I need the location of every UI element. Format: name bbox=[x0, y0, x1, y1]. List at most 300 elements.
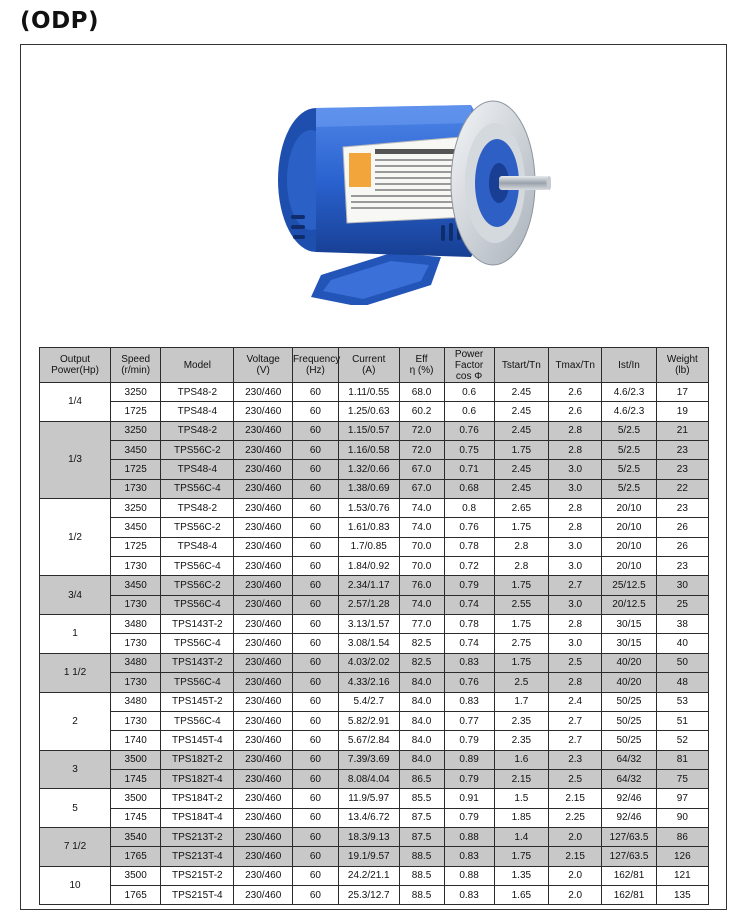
output-power-cell: 5 bbox=[40, 789, 111, 828]
table-cell: 2.65 bbox=[494, 499, 548, 518]
output-power-cell: 10 bbox=[40, 866, 111, 905]
table-row bbox=[40, 827, 709, 846]
table-cell: 84.0 bbox=[399, 750, 444, 769]
table-cell: 76.0 bbox=[399, 576, 444, 595]
table-cell: 2.35 bbox=[494, 711, 548, 730]
table-cell: 20/12.5 bbox=[602, 595, 656, 614]
table-cell: TPS56C-2 bbox=[161, 518, 234, 537]
table-cell: 19.1/9.57 bbox=[338, 847, 399, 866]
table-cell: 3540 bbox=[111, 827, 161, 846]
table-cell: 3.0 bbox=[549, 634, 602, 653]
table-cell: 5/2.5 bbox=[602, 441, 656, 460]
table-cell: 0.6 bbox=[444, 402, 494, 421]
table-cell: TPS184T-2 bbox=[161, 789, 234, 808]
table-cell: 2.34/1.17 bbox=[338, 576, 399, 595]
table-cell: 7.39/3.69 bbox=[338, 750, 399, 769]
table-body bbox=[40, 383, 709, 905]
table-cell: 0.74 bbox=[444, 634, 494, 653]
table-row bbox=[40, 557, 709, 576]
header-power-factor: Power Factor cos Φ bbox=[444, 348, 494, 383]
table-cell: 1765 bbox=[111, 885, 161, 904]
table-cell: TPS56C-4 bbox=[161, 634, 234, 653]
table-row bbox=[40, 731, 709, 750]
table-cell: 74.0 bbox=[399, 595, 444, 614]
table-cell: 38 bbox=[656, 615, 708, 634]
table-cell: TPS48-4 bbox=[161, 537, 234, 556]
table-cell: 86.5 bbox=[399, 769, 444, 788]
table-cell: 3500 bbox=[111, 750, 161, 769]
table-cell: 230/460 bbox=[234, 518, 293, 537]
table-cell: TPS213T-4 bbox=[161, 847, 234, 866]
table-cell: 87.5 bbox=[399, 827, 444, 846]
table-cell: 1.85 bbox=[494, 808, 548, 827]
table-cell: 2.6 bbox=[549, 402, 602, 421]
table-cell: 0.83 bbox=[444, 885, 494, 904]
table-cell: 84.0 bbox=[399, 673, 444, 692]
table-cell: 3450 bbox=[111, 576, 161, 595]
table-cell: 0.79 bbox=[444, 576, 494, 595]
table-cell: 60 bbox=[292, 421, 338, 440]
table-cell: 162/81 bbox=[602, 866, 656, 885]
table-cell: 74.0 bbox=[399, 499, 444, 518]
table-cell: 60 bbox=[292, 769, 338, 788]
table-cell: 88.5 bbox=[399, 866, 444, 885]
table-cell: 2.45 bbox=[494, 383, 548, 402]
table-cell: 25.3/12.7 bbox=[338, 885, 399, 904]
table-cell: 60 bbox=[292, 673, 338, 692]
output-power-cell: 1 bbox=[40, 615, 111, 654]
table-cell: 230/460 bbox=[234, 441, 293, 460]
table-cell: 60 bbox=[292, 711, 338, 730]
table-cell: 1.7 bbox=[494, 692, 548, 711]
table-cell: 2.45 bbox=[494, 421, 548, 440]
table-header-row bbox=[40, 348, 709, 383]
table-cell: 1.75 bbox=[494, 576, 548, 595]
table-cell: 4.03/2.02 bbox=[338, 653, 399, 672]
table-cell: TPS184T-4 bbox=[161, 808, 234, 827]
table-cell: 2.55 bbox=[494, 595, 548, 614]
output-power-cell: 1 1/2 bbox=[40, 653, 111, 692]
table-cell: 2.15 bbox=[549, 847, 602, 866]
table-cell: TPS56C-4 bbox=[161, 673, 234, 692]
table-cell: 64/32 bbox=[602, 750, 656, 769]
table-cell: 60 bbox=[292, 731, 338, 750]
output-power-cell: 1/4 bbox=[40, 383, 111, 422]
table-cell: 0.79 bbox=[444, 769, 494, 788]
table-cell: 230/460 bbox=[234, 383, 293, 402]
table-cell: 2.7 bbox=[549, 576, 602, 595]
table-cell: 52 bbox=[656, 731, 708, 750]
table-cell: 230/460 bbox=[234, 847, 293, 866]
table-cell: 60 bbox=[292, 866, 338, 885]
table-cell: TPS215T-4 bbox=[161, 885, 234, 904]
table-cell: 3500 bbox=[111, 789, 161, 808]
table-cell: 3.0 bbox=[549, 537, 602, 556]
table-row bbox=[40, 576, 709, 595]
table-cell: 53 bbox=[656, 692, 708, 711]
table-cell: 72.0 bbox=[399, 441, 444, 460]
table-cell: 68.0 bbox=[399, 383, 444, 402]
table-cell: 2.57/1.28 bbox=[338, 595, 399, 614]
table-row bbox=[40, 885, 709, 904]
table-cell: 84.0 bbox=[399, 711, 444, 730]
table-cell: 162/81 bbox=[602, 885, 656, 904]
table-cell: TPS182T-2 bbox=[161, 750, 234, 769]
output-power-cell: 7 1/2 bbox=[40, 827, 111, 866]
table-cell: 20/10 bbox=[602, 557, 656, 576]
table-cell: 2.8 bbox=[549, 499, 602, 518]
table-cell: 50/25 bbox=[602, 692, 656, 711]
table-cell: 2.8 bbox=[549, 615, 602, 634]
table-cell: 0.91 bbox=[444, 789, 494, 808]
table-row bbox=[40, 808, 709, 827]
table-cell: 1725 bbox=[111, 460, 161, 479]
table-cell: 84.0 bbox=[399, 692, 444, 711]
table-cell: TPS145T-2 bbox=[161, 692, 234, 711]
table-cell: 2.8 bbox=[494, 537, 548, 556]
table-cell: 2.15 bbox=[549, 789, 602, 808]
table-cell: 1.7/0.85 bbox=[338, 537, 399, 556]
table-cell: 2.35 bbox=[494, 731, 548, 750]
table-row bbox=[40, 769, 709, 788]
table-cell: 2.45 bbox=[494, 460, 548, 479]
table-cell: 1.75 bbox=[494, 847, 548, 866]
table-cell: 5/2.5 bbox=[602, 421, 656, 440]
table-cell: 2.45 bbox=[494, 402, 548, 421]
table-cell: 48 bbox=[656, 673, 708, 692]
table-cell: 82.5 bbox=[399, 653, 444, 672]
header-tmax: Tmax/Tn bbox=[549, 348, 602, 383]
table-cell: 75 bbox=[656, 769, 708, 788]
table-cell: 126 bbox=[656, 847, 708, 866]
table-cell: 3.0 bbox=[549, 557, 602, 576]
table-cell: 26 bbox=[656, 537, 708, 556]
table-cell: 3500 bbox=[111, 866, 161, 885]
table-cell: 40/20 bbox=[602, 653, 656, 672]
table-cell: 3.0 bbox=[549, 595, 602, 614]
table-cell: 60 bbox=[292, 885, 338, 904]
table-cell: 3450 bbox=[111, 441, 161, 460]
table-cell: 2.0 bbox=[549, 866, 602, 885]
table-cell: 1740 bbox=[111, 731, 161, 750]
table-cell: 2.8 bbox=[549, 441, 602, 460]
table-row bbox=[40, 383, 709, 402]
table-cell: 0.74 bbox=[444, 595, 494, 614]
motor-product-image bbox=[271, 75, 551, 305]
table-cell: 1.84/0.92 bbox=[338, 557, 399, 576]
table-cell: 88.5 bbox=[399, 885, 444, 904]
table-cell: TPS56C-4 bbox=[161, 557, 234, 576]
table-cell: 1.75 bbox=[494, 615, 548, 634]
output-power-cell: 1/3 bbox=[40, 421, 111, 498]
table-cell: 30/15 bbox=[602, 634, 656, 653]
motor-spec-table bbox=[39, 347, 709, 905]
table-cell: 60 bbox=[292, 789, 338, 808]
table-cell: 60 bbox=[292, 383, 338, 402]
table-cell: 0.79 bbox=[444, 808, 494, 827]
table-cell: 230/460 bbox=[234, 885, 293, 904]
table-cell: 60 bbox=[292, 518, 338, 537]
output-power-cell: 2 bbox=[40, 692, 111, 750]
table-cell: 87.5 bbox=[399, 808, 444, 827]
table-cell: 1745 bbox=[111, 769, 161, 788]
output-power-cell: 3/4 bbox=[40, 576, 111, 615]
table-cell: 25/12.5 bbox=[602, 576, 656, 595]
table-cell: 230/460 bbox=[234, 402, 293, 421]
table-cell: 50/25 bbox=[602, 731, 656, 750]
table-row bbox=[40, 499, 709, 518]
table-cell: 60 bbox=[292, 595, 338, 614]
table-cell: 23 bbox=[656, 441, 708, 460]
table-cell: 0.83 bbox=[444, 653, 494, 672]
table-cell: 92/46 bbox=[602, 808, 656, 827]
table-cell: 17 bbox=[656, 383, 708, 402]
table-cell: 1745 bbox=[111, 808, 161, 827]
table-cell: 0.72 bbox=[444, 557, 494, 576]
table-cell: 230/460 bbox=[234, 537, 293, 556]
table-cell: 0.76 bbox=[444, 518, 494, 537]
table-cell: 1725 bbox=[111, 402, 161, 421]
table-cell: 4.33/2.16 bbox=[338, 673, 399, 692]
table-cell: 2.5 bbox=[549, 653, 602, 672]
table-cell: 60 bbox=[292, 479, 338, 498]
table-cell: 20/10 bbox=[602, 499, 656, 518]
table-cell: 1.4 bbox=[494, 827, 548, 846]
page-title: (ODP) bbox=[20, 8, 100, 34]
table-cell: 121 bbox=[656, 866, 708, 885]
table-row bbox=[40, 653, 709, 672]
table-cell: 230/460 bbox=[234, 750, 293, 769]
table-cell: 127/63.5 bbox=[602, 847, 656, 866]
table-cell: 0.76 bbox=[444, 421, 494, 440]
table-cell: 1.15/0.57 bbox=[338, 421, 399, 440]
table-cell: 5/2.5 bbox=[602, 479, 656, 498]
table-cell: 0.78 bbox=[444, 537, 494, 556]
table-cell: 20/10 bbox=[602, 537, 656, 556]
table-row bbox=[40, 479, 709, 498]
table-cell: TPS48-2 bbox=[161, 383, 234, 402]
table-cell: 60 bbox=[292, 460, 338, 479]
table-row bbox=[40, 866, 709, 885]
header-weight: Weight (lb) bbox=[656, 348, 708, 383]
table-cell: 72.0 bbox=[399, 421, 444, 440]
table-cell: 230/460 bbox=[234, 653, 293, 672]
table-cell: 2.8 bbox=[549, 673, 602, 692]
table-cell: 0.77 bbox=[444, 711, 494, 730]
table-cell: 2.4 bbox=[549, 692, 602, 711]
table-cell: 1730 bbox=[111, 595, 161, 614]
table-cell: 230/460 bbox=[234, 595, 293, 614]
table-cell: 70.0 bbox=[399, 537, 444, 556]
table-cell: 230/460 bbox=[234, 615, 293, 634]
table-cell: TPS56C-2 bbox=[161, 576, 234, 595]
table-cell: 22 bbox=[656, 479, 708, 498]
table-cell: 97 bbox=[656, 789, 708, 808]
table-cell: 230/460 bbox=[234, 692, 293, 711]
header-tstart: Tstart/Tn bbox=[494, 348, 548, 383]
table-cell: 0.79 bbox=[444, 731, 494, 750]
table-cell: TPS56C-4 bbox=[161, 595, 234, 614]
table-cell: 1.6 bbox=[494, 750, 548, 769]
table-cell: 230/460 bbox=[234, 769, 293, 788]
table-cell: 60 bbox=[292, 750, 338, 769]
table-row bbox=[40, 537, 709, 556]
table-cell: 1.25/0.63 bbox=[338, 402, 399, 421]
table-cell: 127/63.5 bbox=[602, 827, 656, 846]
table-cell: 60 bbox=[292, 499, 338, 518]
table-cell: 0.89 bbox=[444, 750, 494, 769]
table-cell: TPS215T-2 bbox=[161, 866, 234, 885]
table-cell: 3480 bbox=[111, 615, 161, 634]
table-cell: 25 bbox=[656, 595, 708, 614]
table-cell: 3450 bbox=[111, 518, 161, 537]
table-cell: TPS143T-2 bbox=[161, 615, 234, 634]
header-output-power: Output Power(Hp) bbox=[40, 348, 111, 383]
table-row bbox=[40, 441, 709, 460]
table-cell: 60 bbox=[292, 557, 338, 576]
table-cell: 23 bbox=[656, 557, 708, 576]
table-cell: TPS145T-4 bbox=[161, 731, 234, 750]
table-cell: 1.75 bbox=[494, 653, 548, 672]
table-row bbox=[40, 673, 709, 692]
table-cell: 2.0 bbox=[549, 827, 602, 846]
table-cell: 2.7 bbox=[549, 711, 602, 730]
table-cell: 2.15 bbox=[494, 769, 548, 788]
table-cell: 0.88 bbox=[444, 827, 494, 846]
table-cell: 20/10 bbox=[602, 518, 656, 537]
table-cell: 60 bbox=[292, 847, 338, 866]
header-voltage: Voltage (V) bbox=[234, 348, 293, 383]
table-cell: 1.38/0.69 bbox=[338, 479, 399, 498]
table-cell: 230/460 bbox=[234, 673, 293, 692]
header-current: Current (A) bbox=[338, 348, 399, 383]
table-cell: 230/460 bbox=[234, 479, 293, 498]
table-cell: 60 bbox=[292, 653, 338, 672]
table-cell: 5.82/2.91 bbox=[338, 711, 399, 730]
table-cell: TPS48-2 bbox=[161, 421, 234, 440]
table-cell: 2.45 bbox=[494, 479, 548, 498]
table-row bbox=[40, 615, 709, 634]
table-cell: 2.25 bbox=[549, 808, 602, 827]
table-cell: 60 bbox=[292, 402, 338, 421]
table-row bbox=[40, 402, 709, 421]
table-cell: 1725 bbox=[111, 537, 161, 556]
table-cell: TPS48-4 bbox=[161, 460, 234, 479]
table-cell: 30/15 bbox=[602, 615, 656, 634]
table-cell: 3480 bbox=[111, 653, 161, 672]
table-cell: 3250 bbox=[111, 421, 161, 440]
table-row bbox=[40, 421, 709, 440]
table-cell: 3.08/1.54 bbox=[338, 634, 399, 653]
table-cell: 60.2 bbox=[399, 402, 444, 421]
table-cell: 77.0 bbox=[399, 615, 444, 634]
table-cell: 230/460 bbox=[234, 421, 293, 440]
table-cell: 60 bbox=[292, 576, 338, 595]
table-cell: 51 bbox=[656, 711, 708, 730]
table-cell: 230/460 bbox=[234, 827, 293, 846]
table-cell: 67.0 bbox=[399, 479, 444, 498]
table-cell: 1.5 bbox=[494, 789, 548, 808]
table-cell: 2.8 bbox=[494, 557, 548, 576]
table-cell: 3250 bbox=[111, 499, 161, 518]
table-cell: 1730 bbox=[111, 557, 161, 576]
table-cell: 5.4/2.7 bbox=[338, 692, 399, 711]
table-cell: 88.5 bbox=[399, 847, 444, 866]
table-cell: 60 bbox=[292, 441, 338, 460]
table-cell: 23 bbox=[656, 460, 708, 479]
table-cell: TPS56C-4 bbox=[161, 479, 234, 498]
table-cell: 230/460 bbox=[234, 808, 293, 827]
table-cell: 1.16/0.58 bbox=[338, 441, 399, 460]
table-cell: 1730 bbox=[111, 673, 161, 692]
table-cell: 0.6 bbox=[444, 383, 494, 402]
table-cell: 60 bbox=[292, 615, 338, 634]
table-cell: 90 bbox=[656, 808, 708, 827]
table-cell: TPS56C-2 bbox=[161, 441, 234, 460]
table-row bbox=[40, 789, 709, 808]
table-cell: 230/460 bbox=[234, 499, 293, 518]
table-cell: 230/460 bbox=[234, 711, 293, 730]
table-cell: 3.0 bbox=[549, 460, 602, 479]
table-cell: 0.83 bbox=[444, 847, 494, 866]
table-cell: 13.4/6.72 bbox=[338, 808, 399, 827]
table-cell: 3250 bbox=[111, 383, 161, 402]
table-cell: 2.3 bbox=[549, 750, 602, 769]
table-cell: 3.13/1.57 bbox=[338, 615, 399, 634]
table-cell: 64/32 bbox=[602, 769, 656, 788]
table-row bbox=[40, 518, 709, 537]
table-cell: 82.5 bbox=[399, 634, 444, 653]
table-cell: 230/460 bbox=[234, 460, 293, 479]
table-cell: 2.7 bbox=[549, 731, 602, 750]
table-cell: 3.0 bbox=[549, 479, 602, 498]
table-cell: 0.83 bbox=[444, 692, 494, 711]
table-cell: TPS56C-4 bbox=[161, 711, 234, 730]
table-cell: 50/25 bbox=[602, 711, 656, 730]
table-cell: 230/460 bbox=[234, 866, 293, 885]
table-cell: 11.9/5.97 bbox=[338, 789, 399, 808]
table-cell: 4.6/2.3 bbox=[602, 383, 656, 402]
table-cell: TPS213T-2 bbox=[161, 827, 234, 846]
table-cell: 0.71 bbox=[444, 460, 494, 479]
table-cell: TPS182T-4 bbox=[161, 769, 234, 788]
table-cell: 1.11/0.55 bbox=[338, 383, 399, 402]
header-efficiency: Eff η (%) bbox=[399, 348, 444, 383]
table-cell: 2.6 bbox=[549, 383, 602, 402]
header-speed: Speed (r/min) bbox=[111, 348, 161, 383]
table-cell: 85.5 bbox=[399, 789, 444, 808]
table-cell: 1730 bbox=[111, 634, 161, 653]
table-cell: 60 bbox=[292, 537, 338, 556]
table-cell: 0.76 bbox=[444, 673, 494, 692]
product-frame bbox=[20, 44, 727, 910]
table-cell: 70.0 bbox=[399, 557, 444, 576]
table-cell: 60 bbox=[292, 827, 338, 846]
table-row bbox=[40, 750, 709, 769]
table-cell: 2.8 bbox=[549, 421, 602, 440]
table-cell: 5.67/2.84 bbox=[338, 731, 399, 750]
table-cell: 60 bbox=[292, 808, 338, 827]
table-cell: 4.6/2.3 bbox=[602, 402, 656, 421]
table-cell: 3480 bbox=[111, 692, 161, 711]
header-model: Model bbox=[161, 348, 234, 383]
table-cell: 1730 bbox=[111, 479, 161, 498]
table-cell: 1.53/0.76 bbox=[338, 499, 399, 518]
output-power-cell: 3 bbox=[40, 750, 111, 789]
table-cell: 81 bbox=[656, 750, 708, 769]
table-cell: 1.75 bbox=[494, 518, 548, 537]
table-cell: 60 bbox=[292, 634, 338, 653]
